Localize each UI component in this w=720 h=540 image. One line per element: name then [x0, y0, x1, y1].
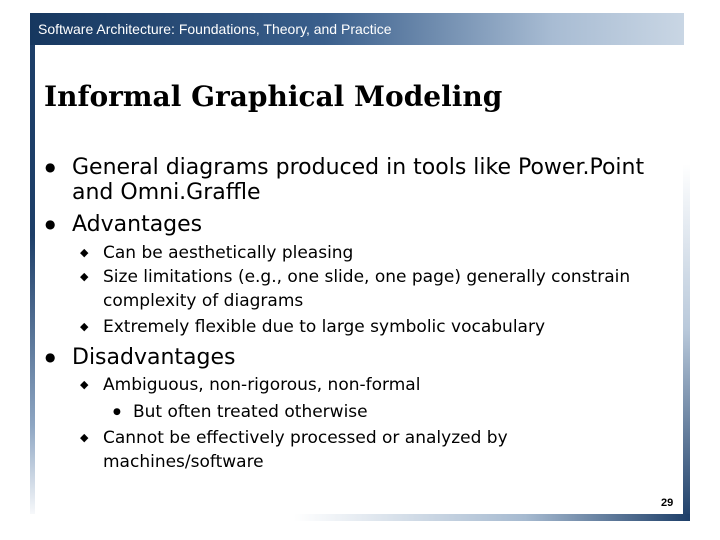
diamond-marker-icon: ◆	[80, 378, 89, 391]
bullet-marker: ●	[45, 217, 56, 231]
course-title: Software Architecture: Foundations, Theory, and Practice	[38, 21, 392, 37]
bullet-advantages	[45, 212, 202, 237]
diamond-marker-icon: ◆	[80, 320, 89, 333]
bullet-text: Advantages	[72, 212, 203, 237]
bullet-marker: ●	[113, 407, 121, 417]
slide-title: Informal Graphical Modeling	[44, 80, 503, 113]
bullet-marker: ●	[45, 350, 56, 364]
bullet-marker: ●	[45, 160, 56, 174]
bullet-text: Disadvantages	[72, 345, 236, 370]
sub-bullet-size-limitations	[80, 265, 665, 313]
sub-sub-bullet-treated-otherwise	[113, 400, 368, 424]
diamond-marker-icon: ◆	[80, 431, 89, 444]
left-border	[30, 45, 35, 521]
bullet-text: General diagrams produced in tools like Power.Point and Omni.Graffle	[72, 155, 645, 205]
sub-bullet-cannot-process	[80, 426, 540, 474]
sub-bullet-aesthetic	[80, 241, 353, 265]
sub-bullet-text: Size limitations (e.g., one slide, one page) generally constrain complexity of diagrams	[103, 267, 631, 311]
diamond-marker-icon: ◆	[80, 246, 89, 259]
sub-bullet-ambiguous	[80, 373, 420, 397]
sub-bullet-flexible	[80, 315, 545, 339]
sub-sub-bullet-text: But often treated otherwise	[133, 402, 368, 422]
sub-bullet-text: Extremely flexible due to large symbolic vocabulary	[103, 317, 546, 337]
sub-bullet-text: Cannot be effectively processed or analyzed by machines/software	[103, 428, 508, 472]
diamond-marker-icon: ◆	[80, 270, 89, 283]
bottom-border	[30, 514, 690, 521]
page-number: 29	[661, 497, 674, 509]
bullet-general-diagrams	[45, 155, 665, 205]
bullet-disadvantages	[45, 345, 235, 370]
header-bar	[30, 13, 684, 45]
sub-bullet-text: Can be aesthetically pleasing	[103, 243, 354, 263]
right-border	[683, 45, 690, 521]
sub-bullet-text: Ambiguous, non-rigorous, non-formal	[103, 375, 421, 395]
